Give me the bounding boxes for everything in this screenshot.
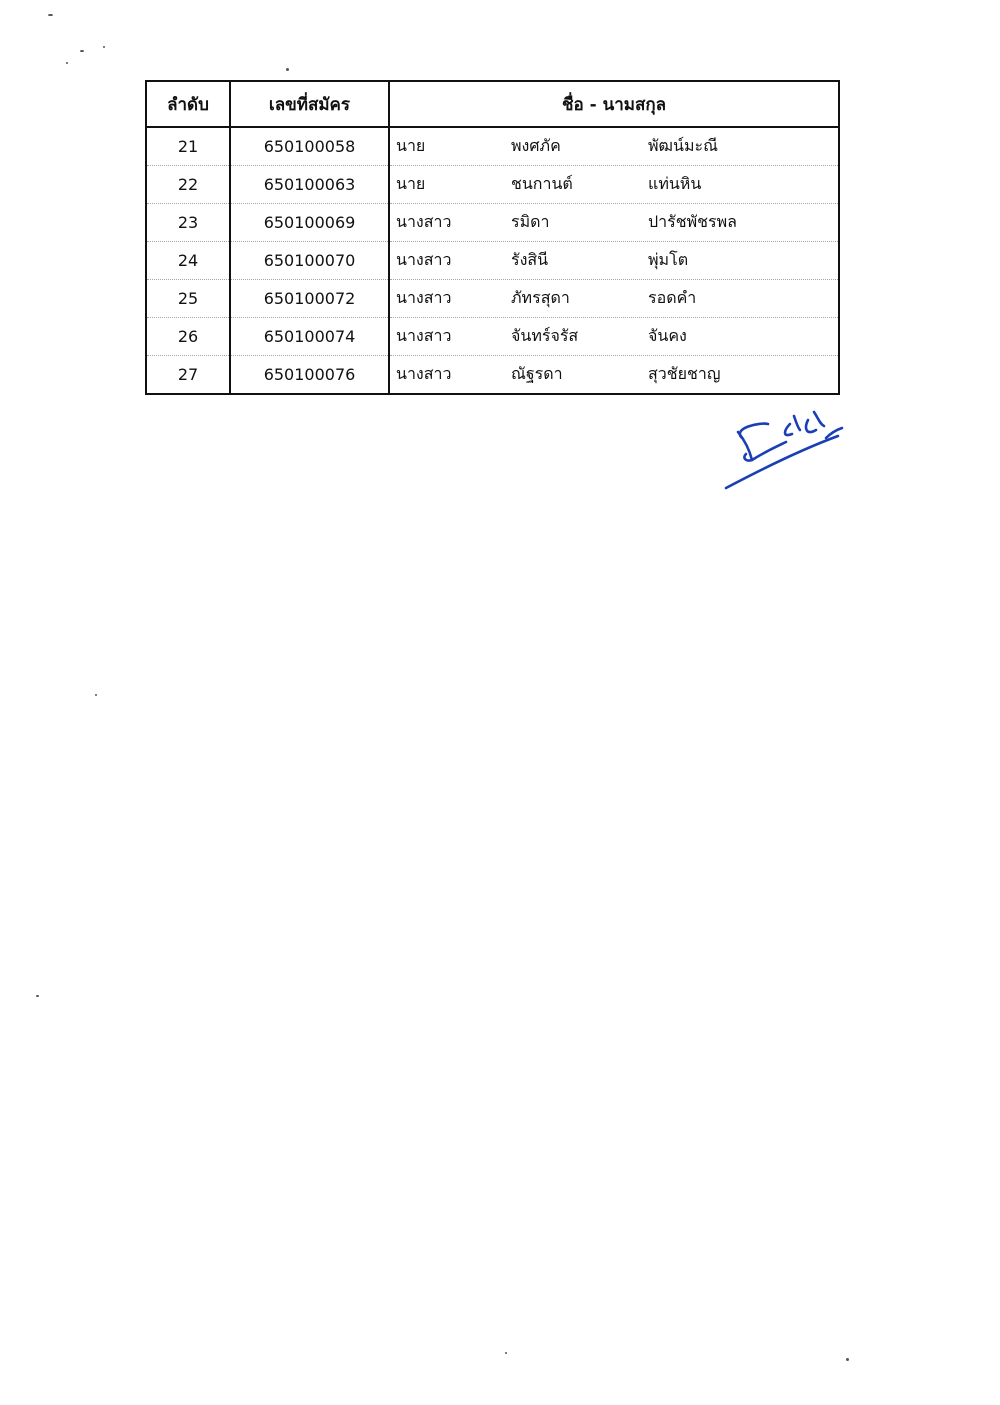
last-name: แท่นหิน [648, 174, 702, 193]
cell-no: 21 [146, 127, 230, 166]
table-row [146, 280, 839, 318]
table-row [146, 242, 839, 280]
cell-no: 27 [146, 356, 230, 395]
signature-icon [720, 400, 850, 495]
cell-full-name [389, 204, 839, 242]
cell-full-name [389, 280, 839, 318]
name-title: นาย [396, 136, 426, 155]
cell-no: 25 [146, 280, 230, 318]
first-name: จันทร์จรัส [511, 326, 579, 345]
table-row [146, 166, 839, 204]
first-name: ณัฐรดา [511, 364, 563, 383]
applicant-table [145, 80, 840, 395]
cell-full-name [389, 318, 839, 356]
first-name: ชนกานต์ [511, 174, 573, 193]
cell-no: 23 [146, 204, 230, 242]
scan-speck [846, 1358, 849, 1361]
cell-full-name [389, 242, 839, 280]
scan-speck [66, 62, 68, 64]
scan-speck [95, 694, 97, 696]
name-title: นางสาว [396, 288, 452, 307]
last-name: จันคง [648, 326, 687, 345]
scan-speck [286, 68, 289, 71]
cell-no: 26 [146, 318, 230, 356]
cell-no: 24 [146, 242, 230, 280]
header-full-name: ชื่อ - นามสกุล [389, 81, 839, 127]
cell-applicant-id: 650100072 [230, 280, 389, 318]
cell-applicant-id: 650100063 [230, 166, 389, 204]
cell-applicant-id: 650100058 [230, 127, 389, 166]
name-title: นาย [396, 174, 426, 193]
cell-applicant-id: 650100069 [230, 204, 389, 242]
cell-applicant-id: 650100074 [230, 318, 389, 356]
header-applicant-id: เลขที่สมัคร [230, 81, 389, 127]
first-name: ภัทรสุดา [511, 288, 570, 307]
table-header-row [146, 81, 839, 127]
name-title: นางสาว [396, 326, 452, 345]
scan-speck [48, 14, 53, 16]
name-title: นางสาว [396, 250, 452, 269]
table-row [146, 204, 839, 242]
cell-no: 22 [146, 166, 230, 204]
cell-full-name [389, 166, 839, 204]
first-name: รังสินี [511, 250, 549, 269]
cell-full-name [389, 356, 839, 395]
last-name: ปารัชพัชรพล [648, 212, 737, 231]
table-row [146, 127, 839, 166]
last-name: รอดคำ [648, 288, 697, 307]
scan-speck [36, 995, 39, 997]
table-row [146, 318, 839, 356]
last-name: พุ่มโต [648, 250, 689, 269]
scan-speck [80, 50, 84, 52]
scan-speck [505, 1352, 507, 1354]
cell-applicant-id: 650100076 [230, 356, 389, 395]
last-name: พัฒน์มะณี [648, 136, 718, 155]
last-name: สุวชัยชาญ [648, 364, 721, 383]
header-no: ลำดับ [146, 81, 230, 127]
table-row [146, 356, 839, 395]
name-title: นางสาว [396, 364, 452, 383]
first-name: รมิดา [511, 212, 550, 231]
cell-full-name [389, 127, 839, 166]
name-title: นางสาว [396, 212, 452, 231]
first-name: พงศภัค [511, 136, 561, 155]
cell-applicant-id: 650100070 [230, 242, 389, 280]
scan-speck [103, 46, 105, 48]
